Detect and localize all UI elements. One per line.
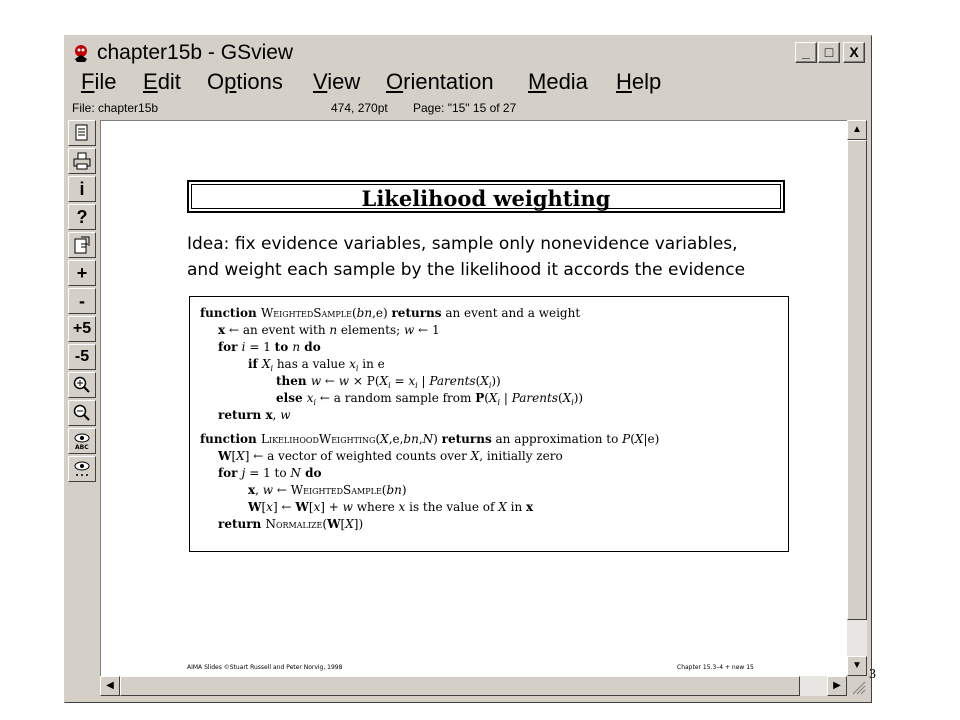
arrow-up-icon: ▲ xyxy=(852,124,862,135)
zoom-in-button[interactable] xyxy=(68,372,96,398)
zoom-out-button[interactable] xyxy=(68,400,96,426)
svg-text:x, w ← WeightedSample(bn): x, w ← WeightedSample(bn) xyxy=(248,483,407,497)
idea-line-1: Idea: fix evidence variables, sample only nonevidence variables, xyxy=(187,234,738,254)
scroll-left-button[interactable] xyxy=(100,676,120,696)
find-next-button[interactable] xyxy=(68,456,96,482)
menu-media[interactable]: Media xyxy=(528,69,588,94)
svg-text:for j = 1 to N do: for j = 1 to N do xyxy=(218,466,322,480)
horizontal-scrollbar[interactable] xyxy=(100,676,847,696)
status-file: File: chapter15b xyxy=(72,101,159,115)
arrow-right-icon: ▶ xyxy=(833,680,841,691)
svg-text:if Xi has a value xi in e: if $X_i$ has a value $x_i$ in e xyxy=(248,357,385,373)
svg-text:ABC: ABC xyxy=(75,444,89,451)
next-page-icon: + xyxy=(76,263,88,283)
slide-footer-right: Chapter 15.3–4 + new 15 xyxy=(677,664,754,671)
skip-back-icon: -5 xyxy=(74,348,90,365)
maximize-icon: □ xyxy=(824,44,834,60)
vertical-scrollbar[interactable] xyxy=(847,120,867,676)
goto-page-button[interactable] xyxy=(68,232,96,258)
maximize-button[interactable] xyxy=(818,42,840,63)
next-page-button[interactable] xyxy=(68,260,96,286)
arrow-down-icon: ▼ xyxy=(852,660,862,671)
resize-grip-icon xyxy=(847,676,867,696)
svg-text:function LikelihoodWeighting(X: function LikelihoodWeighting(X,e,bn,N) returns an approximation to P(X|e) xyxy=(200,432,660,446)
status-coords: 474, 270pt xyxy=(331,101,388,115)
print-button[interactable] xyxy=(68,148,96,174)
minimize-button[interactable] xyxy=(795,42,817,63)
help-icon: ? xyxy=(76,207,88,227)
status-bar xyxy=(67,99,869,117)
skip-back-button[interactable] xyxy=(68,344,96,370)
algorithm-pseudocode xyxy=(190,297,788,551)
find-text-button[interactable] xyxy=(68,428,96,454)
svg-text:function WeightedSample(bn,e): function WeightedSample(bn,e) returns an event and a weight xyxy=(200,306,581,320)
find-next-icon xyxy=(72,460,92,480)
print-icon xyxy=(73,152,91,170)
resize-grip[interactable] xyxy=(847,676,867,696)
skip-forward-button[interactable] xyxy=(68,316,96,342)
prev-page-button[interactable] xyxy=(68,288,96,314)
svg-text:W[x] ← W[x] + w where x is the: W[x] ← W[x] + w where x is the value of X in x xyxy=(248,500,534,514)
info-icon: i xyxy=(79,179,85,199)
prev-page-icon: - xyxy=(79,291,85,311)
close-button[interactable] xyxy=(843,42,865,63)
status-page: Page: "15" 15 of 27 xyxy=(413,101,517,115)
svg-text:W[X] ← a vector of weighted co: W[X] ← a vector of weighted counts over X, initially zero xyxy=(218,449,563,463)
window-title: chapter15b - GSview xyxy=(97,41,294,64)
gsview-window xyxy=(64,35,872,703)
svg-text:return Normalize(W[X]): return Normalize(W[X]) xyxy=(218,517,364,531)
menu-help[interactable]: Help xyxy=(616,69,662,94)
svg-text:x ← an event with n elements;: x ← an event with n elements; w ← 1 xyxy=(218,323,440,337)
menu-orientation[interactable]: Orientation xyxy=(386,69,494,94)
slide-title-box xyxy=(187,180,785,213)
open-button[interactable] xyxy=(68,120,96,146)
menu-file[interactable]: File xyxy=(81,69,117,94)
svg-text:else xi ← a random sample from: else $x_i$ ← a random sample from $P(X_i$ | $Parents(X_i)$) xyxy=(276,391,584,407)
slide-footer-left: AIMA Slides ©Stuart Russell and Peter Norvig, 1998 xyxy=(187,664,343,671)
idea-line-2: and weight each sample by the likelihood it accords the evidence xyxy=(187,260,746,280)
zoom-out-icon xyxy=(73,404,91,422)
document-view[interactable] xyxy=(100,120,848,677)
scroll-right-button[interactable] xyxy=(827,676,847,696)
horizontal-scroll-thumb[interactable] xyxy=(120,676,800,696)
skip-forward-icon: +5 xyxy=(72,320,92,337)
svg-text:then w ← w × P(Xi = xi | Paren: then w ← $w \times P(X_i = x_i$ | $Parents(X_i)$) xyxy=(276,374,501,390)
svg-text:return x, w: return x, w xyxy=(218,408,291,422)
zoom-in-icon xyxy=(73,376,91,394)
info-button[interactable] xyxy=(68,176,96,202)
help-button[interactable] xyxy=(68,204,96,230)
minimize-icon: _ xyxy=(802,44,810,60)
scroll-up-button[interactable] xyxy=(847,120,867,140)
arrow-left-icon: ◀ xyxy=(106,680,114,691)
vertical-scroll-thumb[interactable] xyxy=(847,140,867,620)
close-icon: X xyxy=(849,44,859,60)
slide-title: Likelihood weighting xyxy=(361,186,611,211)
title-bar[interactable] xyxy=(67,38,869,68)
svg-text:for i = 1 to n do: for i = 1 to n do xyxy=(218,340,321,354)
algorithm-box xyxy=(189,296,789,552)
open-file-icon xyxy=(74,124,90,142)
menu-edit[interactable]: Edit xyxy=(143,69,181,94)
menu-bar xyxy=(67,68,869,96)
scroll-down-button[interactable] xyxy=(847,656,867,676)
slide-page-number: 3 xyxy=(869,667,876,682)
menu-view[interactable]: View xyxy=(313,69,361,94)
gsview-app-icon xyxy=(71,43,91,63)
goto-page-icon xyxy=(73,236,91,254)
menu-options[interactable]: Options xyxy=(207,69,283,94)
find-text-icon xyxy=(72,432,92,452)
